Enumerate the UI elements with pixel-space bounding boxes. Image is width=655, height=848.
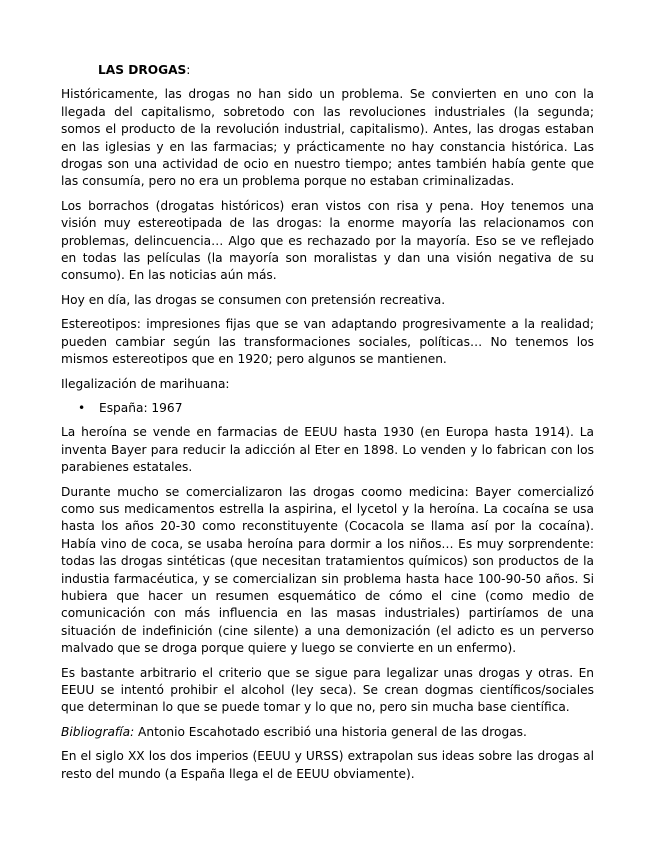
list-item-text: España: 1967 <box>99 400 183 415</box>
document-title <box>98 62 594 79</box>
document-page <box>61 62 594 790</box>
paragraph-stereotypes: Estereotipos: impresiones fijas que se van adaptando progresivamente a la realidad; pueden cambiar según las transformaciones sociales, políticas… No tenemos los mismos estereotipos que en 1920; pero algunos se mantienen. <box>61 317 594 367</box>
paragraph-recreational: Hoy en día, las drogas se consumen con pretensión recreativa. <box>61 292 446 307</box>
paragraph-drunkards: Los borrachos (drogatas históricos) eran vistos con risa y pena. Hoy tenemos una visión muy estereotipada de las drogas: la enorme mayoría las relacionamos con problemas, delincuencia… Algo que es rechazado por la mayoría. Eso se ve reflejado en todas las películas (la mayoría son moralistas y dan una visión negativa de su consumo). En las noticias aún más. <box>61 198 594 283</box>
list-item <box>61 400 594 417</box>
bibliography-text: Antonio Escahotado escribió una historia general de las drogas. <box>134 724 527 739</box>
paragraph-arbitrary: Es bastante arbitrario el criterio que se sigue para legalizar unas drogas y otras. En EEUU se intentó prohibir el alcohol (ley seca). Se crean dogmas científicos/sociales que determinan lo que se puede tomar y lo que no, pero sin mucha base científica. <box>61 665 594 715</box>
paragraph-marijuana-heading: Ilegalización de marihuana: <box>61 376 230 391</box>
title-text: LAS DROGAS <box>98 63 187 77</box>
title-suffix: : <box>186 63 191 77</box>
paragraph-heroin: La heroína se vende en farmacias de EEUU hasta 1930 (en Europa hasta 1914). La inventa Bayer para reducir la adicción al Eter en 1898. Lo venden y lo fabrican con los parabienes estatales. <box>61 425 594 475</box>
paragraph-bibliography <box>61 724 594 741</box>
paragraph-closing: En el siglo XX los dos imperios (EEUU y URSS) extrapolan sus ideas sobre las drogas al resto del mundo (a España llega el de EEUU obviamente). <box>61 749 594 781</box>
bibliography-label: Bibliografía: <box>61 724 135 739</box>
bullet-icon: • <box>78 400 86 415</box>
paragraph-medicine: Durante mucho se comercializaron las drogas coomo medicina: Bayer comercializó como sus medicamentos estrella la aspirina, el lycetol y la heroína. La cocaína se usa hasta los años 20-30 como reconstituyente (Cocacola se llama así por la cocaína). Había vino de coca, se usaba heroína para dormir a los niños… Es muy sorprendente: todas las drogas sintéticas (que necesitan tratamientos químicos) son productos de la industia farmacéutica, y se comercializan sin problema hasta hace 100-90-50 años. Si hubiera que hacer un resumen esquemático de cómo el cine (como medio de comunicación con más influencia en las masas industriales) partiríamos de una situación de indefinición (cine silente) a una demonización (el adicto es un perverso malvado que se droga porque quiere y luego se convierte en un enfermo). <box>61 484 594 656</box>
bullet-list <box>61 400 594 417</box>
paragraph-history: Históricamente, las drogas no han sido un problema. Se convierten en uno con la llegada del capitalismo, sobretodo con las revoluciones industriales (la segunda; somos el producto de la revolución industrial, capitalismo). Antes, las drogas estaban en las iglesias y en las farmacias; y prácticamente no hay constancia histórica. Las drogas son una actividad de ocio en nuestro tiempo; antes también había gente que las consumía, pero no era un problema porque no estaban criminalizadas. <box>61 87 594 189</box>
